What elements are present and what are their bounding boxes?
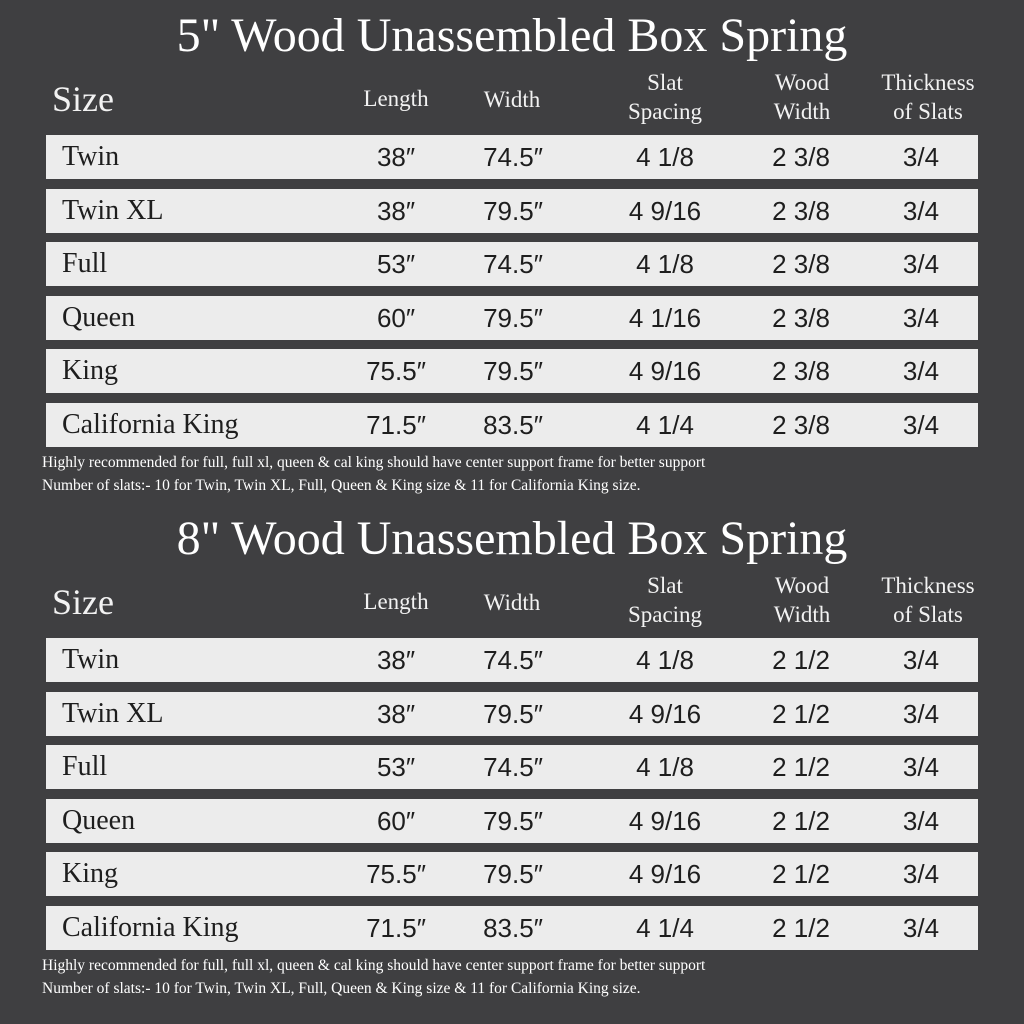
cell-thickness: 3/4 <box>902 249 940 279</box>
table-row <box>46 403 978 447</box>
header-wood-width-line-2: Width <box>773 602 831 627</box>
cell-thickness: 3/4 <box>902 356 940 386</box>
header-slat-spacing-line-1: Slat <box>647 573 683 598</box>
cell-width: 83.5″ <box>483 913 543 943</box>
cell-wood-width: 2 1/2 <box>772 806 830 836</box>
section-title: 8" Wood Unassembled Box Spring <box>176 512 848 565</box>
cell-thickness: 3/4 <box>902 196 940 226</box>
cell-thickness: 3/4 <box>902 410 940 440</box>
cell-size: Twin XL <box>62 195 164 226</box>
cell-slat-spacing: 4 9/16 <box>628 356 702 386</box>
cell-length: 75.5″ <box>366 859 426 889</box>
cell-wood-width: 2 1/2 <box>772 752 830 782</box>
header-slat-spacing-line-1: Slat <box>647 70 683 95</box>
table-row <box>46 242 978 286</box>
cell-wood-width: 2 1/2 <box>772 859 830 889</box>
table-row <box>46 745 978 789</box>
cell-slat-spacing: 4 1/8 <box>636 752 694 782</box>
header-thickness-line-2: of Slats <box>893 602 963 627</box>
cell-size: Full <box>62 248 108 279</box>
header-slat-spacing-line-2: Spacing <box>627 99 703 124</box>
header-thickness-line-2: of Slats <box>893 99 963 124</box>
table-row <box>46 799 978 843</box>
cell-length: 60″ <box>376 303 416 333</box>
cell-length: 75.5″ <box>366 356 426 386</box>
header-wood-width <box>752 571 852 629</box>
cell-slat-spacing: 4 1/8 <box>636 645 694 675</box>
table-row <box>46 189 978 233</box>
header-wood-width-line-1: Wood <box>774 70 830 95</box>
table-row <box>46 852 978 896</box>
cell-length: 71.5″ <box>366 410 426 440</box>
header-slat-spacing <box>605 571 725 629</box>
table-row <box>46 349 978 393</box>
table-row <box>46 638 978 682</box>
table-row <box>46 692 978 736</box>
cell-thickness: 3/4 <box>902 645 940 675</box>
cell-length: 38″ <box>376 196 416 226</box>
cell-length: 38″ <box>376 699 416 729</box>
cell-size: Queen <box>62 805 136 836</box>
cell-length: 53″ <box>376 752 416 782</box>
cell-width: 74.5″ <box>483 142 543 172</box>
cell-width: 79.5″ <box>483 196 543 226</box>
header-thickness-line-1: Thickness <box>881 573 975 598</box>
header-wood-width-line-1: Wood <box>774 573 830 598</box>
cell-thickness: 3/4 <box>902 806 940 836</box>
header-wood-width <box>752 68 852 126</box>
cell-length: 60″ <box>376 806 416 836</box>
header-slat-spacing <box>605 68 725 126</box>
cell-wood-width: 2 3/8 <box>772 142 830 172</box>
header-thickness <box>860 68 996 126</box>
cell-slat-spacing: 4 9/16 <box>628 806 702 836</box>
header-width: Width <box>483 87 541 112</box>
cell-thickness: 3/4 <box>902 859 940 889</box>
cell-length: 53″ <box>376 249 416 279</box>
footnote-1: Highly recommended for full, full xl, queen & cal king should have center support frame for better support <box>42 454 706 471</box>
cell-slat-spacing: 4 9/16 <box>628 196 702 226</box>
cell-width: 79.5″ <box>483 859 543 889</box>
cell-wood-width: 2 1/2 <box>772 699 830 729</box>
cell-slat-spacing: 4 1/16 <box>628 303 702 333</box>
cell-slat-spacing: 4 1/4 <box>636 913 694 943</box>
cell-thickness: 3/4 <box>902 913 940 943</box>
header-size: Size <box>52 582 114 622</box>
cell-length: 38″ <box>376 645 416 675</box>
cell-width: 74.5″ <box>483 645 543 675</box>
footnote-1: Highly recommended for full, full xl, queen & cal king should have center support frame for better support <box>42 957 706 974</box>
cell-width: 79.5″ <box>483 303 543 333</box>
cell-size: King <box>62 355 118 386</box>
cell-wood-width: 2 3/8 <box>772 196 830 226</box>
header-thickness <box>860 571 996 629</box>
cell-size: California King <box>62 912 239 943</box>
cell-width: 83.5″ <box>483 410 543 440</box>
header-thickness-line-1: Thickness <box>881 70 975 95</box>
cell-width: 79.5″ <box>483 356 543 386</box>
cell-width: 79.5″ <box>483 699 543 729</box>
cell-size: Twin <box>62 644 120 675</box>
cell-size: Twin <box>62 141 120 172</box>
cell-wood-width: 2 3/8 <box>772 356 830 386</box>
cell-length: 38″ <box>376 142 416 172</box>
cell-size: Queen <box>62 302 136 333</box>
cell-slat-spacing: 4 9/16 <box>628 859 702 889</box>
cell-size: Full <box>62 751 108 782</box>
cell-thickness: 3/4 <box>902 752 940 782</box>
cell-wood-width: 2 1/2 <box>772 913 830 943</box>
cell-width: 74.5″ <box>483 249 543 279</box>
cell-width: 79.5″ <box>483 806 543 836</box>
cell-wood-width: 2 3/8 <box>772 303 830 333</box>
cell-wood-width: 2 3/8 <box>772 249 830 279</box>
cell-wood-width: 2 1/2 <box>772 645 830 675</box>
cell-size: Twin XL <box>62 698 164 729</box>
table-row <box>46 296 978 340</box>
cell-slat-spacing: 4 1/8 <box>636 249 694 279</box>
header-length: Length <box>363 589 429 614</box>
cell-thickness: 3/4 <box>902 303 940 333</box>
header-wood-width-line-2: Width <box>773 99 831 124</box>
cell-slat-spacing: 4 1/8 <box>636 142 694 172</box>
header-width: Width <box>483 590 541 615</box>
table-row <box>46 906 978 950</box>
cell-slat-spacing: 4 9/16 <box>628 699 702 729</box>
cell-length: 71.5″ <box>366 913 426 943</box>
cell-size: King <box>62 858 118 889</box>
cell-wood-width: 2 3/8 <box>772 410 830 440</box>
header-size: Size <box>52 79 114 119</box>
section-title: 5" Wood Unassembled Box Spring <box>176 9 848 62</box>
cell-width: 74.5″ <box>483 752 543 782</box>
cell-size: California King <box>62 409 239 440</box>
footnote-2: Number of slats:- 10 for Twin, Twin XL, Full, Queen & King size & 11 for California King size. <box>42 980 641 997</box>
header-slat-spacing-line-2: Spacing <box>627 602 703 627</box>
cell-thickness: 3/4 <box>902 142 940 172</box>
footnote-2: Number of slats:- 10 for Twin, Twin XL, Full, Queen & King size & 11 for California King size. <box>42 477 641 494</box>
header-length: Length <box>363 86 429 111</box>
cell-slat-spacing: 4 1/4 <box>636 410 694 440</box>
table-row <box>46 135 978 179</box>
cell-thickness: 3/4 <box>902 699 940 729</box>
